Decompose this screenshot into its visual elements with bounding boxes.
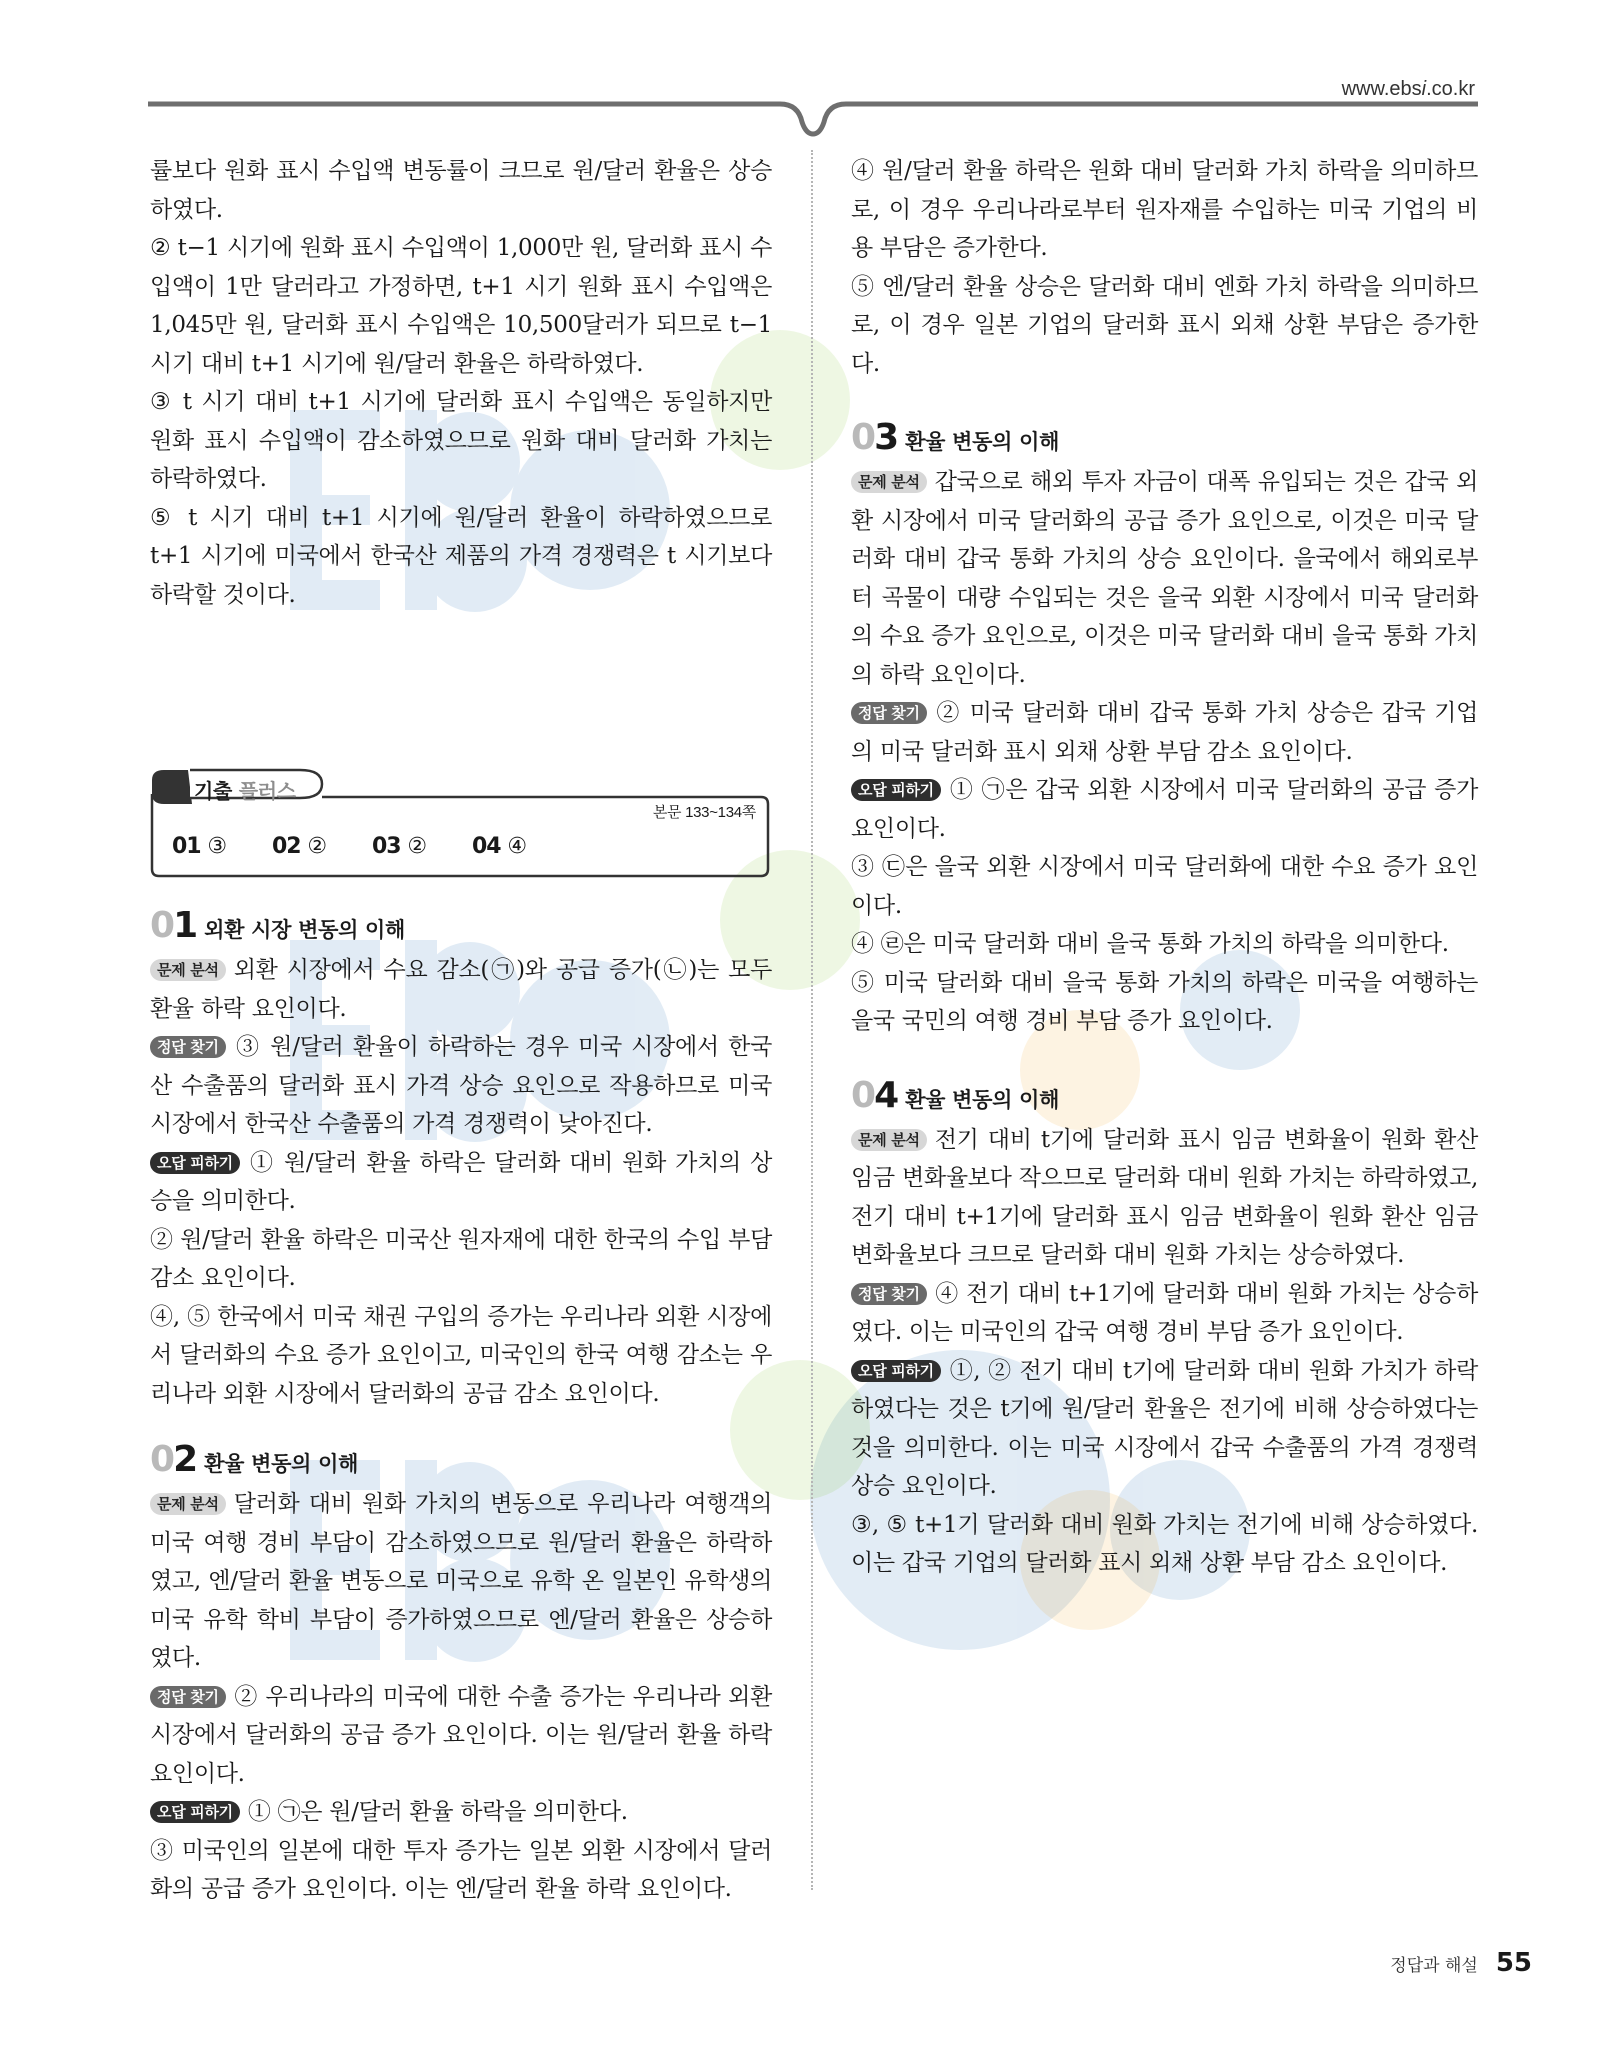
section-title: 외환 시장 변동의 이해: [204, 918, 406, 942]
answer-tag: 정답 찾기: [851, 1283, 927, 1305]
answer-paragraph: 정답 찾기 ② 우리나라의 미국에 대한 수출 증가는 우리나라 외환 시장에서 달러화의 공급 증가 요인이다. 이는 원/달러 환율 하락 요인이다.: [150, 1683, 772, 1787]
right-column: [851, 152, 1478, 1583]
wrong-answer-paragraph: 오답 피하기 ① ㉠은 갑국 외환 시장에서 미국 달러화의 공급 증가 요인이다.: [851, 777, 1478, 842]
answer-item: [172, 828, 272, 867]
explanation-paragraph: ③, ⑤ t+1기 달러화 대비 원화 가치는 전기에 비해 상승하였다. 이는 갑국 기업의 달러화 표시 외채 상환 부담 감소 요인이다.: [851, 1511, 1478, 1576]
page-reference: 본문 133~134쪽: [652, 804, 756, 821]
plus-title-light: 플러스: [238, 779, 296, 803]
answer-list: [172, 828, 572, 867]
site-url: www.ebsi.co.kr: [1341, 78, 1475, 100]
explanation-paragraph: ④ ㉣은 미국 달러화 대비 을국 통화 가치의 하락을 의미한다.: [851, 931, 1449, 957]
section-title: 환율 변동의 이해: [204, 1452, 359, 1476]
section-heading-04: [851, 1071, 1478, 1115]
answer-number: 01: [172, 834, 201, 859]
explanation-paragraph: ③ 미국인의 일본에 대한 투자 증가는 일본 외환 시장에서 달러화의 공급 증가 요인이다. 이는 엔/달러 환율 하락 요인이다.: [150, 1837, 772, 1902]
analysis-tag: 문제 분석: [150, 1493, 226, 1515]
wrong-answer-tag: 오답 피하기: [851, 1360, 941, 1382]
section-number: 03: [851, 417, 898, 458]
wrong-answer-tag: 오답 피하기: [150, 1801, 240, 1823]
explanation-paragraph: ② 원/달러 환율 하락은 미국산 원자재에 대한 한국의 수입 부담 감소 요인이다.: [150, 1226, 772, 1291]
section-number: 04: [851, 1074, 898, 1116]
section-heading-02: [150, 1435, 772, 1479]
answer-choice: ③: [207, 834, 227, 859]
analysis-tag: 문제 분석: [150, 959, 226, 981]
section-heading-01: [150, 901, 772, 945]
wrong-answer-paragraph: 오답 피하기 ①, ② 전기 대비 t기에 달러화 대비 원화 가치가 하락하였다는 것은 t기에 원/달러 환율은 전기에 비해 상승하였다는 것을 의미한다. 이는 미국 시장에서 갑국 수출품의 가격 경쟁력 상승 요인이다.: [851, 1357, 1478, 1499]
analysis-paragraph: 문제 분석 갑국으로 해외 투자 자금이 대폭 유입되는 것은 갑국 외환 시장에서 미국 달러화의 공급 증가 요인으로, 이것은 미국 달러화 대비 갑국 통화 가치의 상승 요인이다. 을국에서 해외로부터 곡물이 대량 수입되는 것은 을국 외환 시장에서 미국 달러화의 수요 증가 요인으로, 이것은 미국 달러화 대비 을국 통화 가치의 하락 요인이다.: [851, 469, 1478, 688]
explanation-paragraph: ③ ㉢은 을국 외환 시장에서 미국 달러화에 대한 수요 증가 요인이다.: [851, 854, 1478, 919]
answer-paragraph: 정답 찾기 ④ 전기 대비 t+1기에 달러화 대비 원화 가치는 상승하였다. 이는 미국인의 갑국 여행 경비 부담 증가 요인이다.: [851, 1280, 1478, 1345]
explanation-paragraph: ⑤ 미국 달러화 대비 을국 통화 가치의 하락은 미국을 여행하는 을국 국민의 여행 경비 부담 증가 요인이다.: [851, 969, 1478, 1034]
answer-choice: ②: [307, 834, 327, 859]
answer-tag: 정답 찾기: [150, 1036, 226, 1058]
answer-number: 02: [272, 834, 301, 859]
answer-number: 03: [372, 834, 401, 859]
analysis-tag: 문제 분석: [851, 471, 927, 493]
past-exam-plus-box: [150, 764, 770, 879]
answer-tag: 정답 찾기: [851, 702, 927, 724]
analysis-paragraph: 문제 분석 외환 시장에서 수요 감소(㉠)와 공급 증가(㉡)는 모두 환율 하락 요인이다.: [150, 957, 772, 1022]
wrong-answer-tag: 오답 피하기: [150, 1152, 240, 1174]
intro-paragraph: ⑤ t 시기 대비 t+1 시기에 원/달러 환율이 하락하였으므로 t+1 시기에 미국에서 한국산 제품의 가격 경쟁력은 t 시기보다 하락할 것이다.: [150, 504, 772, 608]
answer-choice: ②: [407, 834, 427, 859]
intro-paragraph: ② t−1 시기에 원화 표시 수입액이 1,000만 원, 달러화 표시 수입액이 1만 달러라고 가정하면, t+1 시기 원화 표시 수입액은 1,045만 원, 달러화 표시 수입액은 10,500달러가 되므로 t−1 시기 대비 t+1 시기에 원/달러 환율은 하락하였다.: [150, 235, 772, 377]
wrong-answer-tag: 오답 피하기: [851, 779, 941, 801]
intro-paragraph: ④ 원/달러 환율 하락은 원화 대비 달러화 가치 하락을 의미하므로, 이 경우 우리나라로부터 원자재를 수입하는 미국 기업의 비용 부담은 증가한다.: [851, 158, 1478, 261]
plus-title-dark: 기출: [194, 779, 233, 803]
wrong-answer-paragraph: 오답 피하기 ① 원/달러 환율 하락은 달러화 대비 원화 가치의 상승을 의미한다.: [150, 1149, 772, 1214]
answer-item: [272, 828, 372, 867]
answer-choice: ④: [507, 834, 527, 859]
answer-item: [472, 828, 572, 867]
answer-item: [372, 828, 472, 867]
footer-label: 정답과 해설: [1390, 1956, 1478, 1976]
left-column: [150, 152, 772, 1909]
section-title: 환율 변동의 이해: [905, 1087, 1060, 1112]
analysis-tag: 문제 분석: [851, 1129, 927, 1151]
intro-paragraph: ③ t 시기 대비 t+1 시기에 달러화 표시 수입액은 동일하지만 원화 표시 수입액이 감소하였으므로 원화 대비 달러화 가치는 하락하였다.: [150, 389, 772, 492]
top-rule: [148, 96, 1478, 146]
analysis-paragraph: 문제 분석 전기 대비 t기에 달러화 표시 임금 변화율이 원화 환산 임금 변화율보다 작으므로 달러화 대비 원화 가치는 하락하였고, 전기 대비 t+1기에 달러화 표시 임금 변화율이 원화 환산 임금 변화율보다 크므로 달러화 대비 원화 가치는 상승하였다.: [851, 1126, 1478, 1268]
answer-paragraph: 정답 찾기 ③ 원/달러 환율이 하락하는 경우 미국 시장에서 한국산 수출품의 달러화 표시 가격 상승 요인으로 작용하므로 미국 시장에서 한국산 수출품의 가격 경쟁력이 낮아진다.: [150, 1034, 772, 1137]
answer-number: 04: [472, 834, 501, 859]
section-number: 01: [150, 905, 197, 946]
page-footer: [1390, 1948, 1532, 1978]
section-number: 02: [150, 1439, 197, 1480]
explanation-paragraph: ④, ⑤ 한국에서 미국 채권 구입의 증가는 우리나라 외환 시장에서 달러화의 수요 증가 요인이고, 미국인의 한국 여행 감소는 우리나라 외환 시장에서 달러화의 공급 감소 요인이다.: [150, 1303, 772, 1407]
column-divider: [811, 150, 813, 1890]
wrong-answer-paragraph: 오답 피하기 ① ㉠은 원/달러 환율 하락을 의미한다.: [150, 1793, 772, 1832]
analysis-paragraph: 문제 분석 달러화 대비 원화 가치의 변동으로 우리나라 여행객의 미국 여행 경비 부담이 감소하였으므로 원/달러 환율은 하락하였고, 엔/달러 환율 변동으로 미국으로 유학 온 일본인 유학생의 미국 유학 학비 부담이 증가하였으므로 엔/달러 환율은 상승하였다.: [150, 1491, 772, 1671]
plus-box-title: [194, 772, 296, 811]
page-number: 55: [1495, 1948, 1532, 1978]
answer-tag: 정답 찾기: [150, 1686, 226, 1708]
intro-paragraph: 률보다 원화 표시 수입액 변동률이 크므로 원/달러 환율은 상승하였다.: [150, 158, 772, 223]
intro-paragraph: ⑤ 엔/달러 환율 상승은 달러화 대비 엔화 가치 하락을 의미하므로, 이 경우 일본 기업의 달러화 표시 외채 상환 부담은 증가한다.: [851, 273, 1478, 377]
answer-paragraph: 정답 찾기 ② 미국 달러화 대비 갑국 통화 가치 상승은 갑국 기업의 미국 달러화 표시 외채 상환 부담 감소 요인이다.: [851, 700, 1478, 765]
section-heading-03: [851, 413, 1478, 457]
section-title: 환율 변동의 이해: [905, 430, 1060, 454]
